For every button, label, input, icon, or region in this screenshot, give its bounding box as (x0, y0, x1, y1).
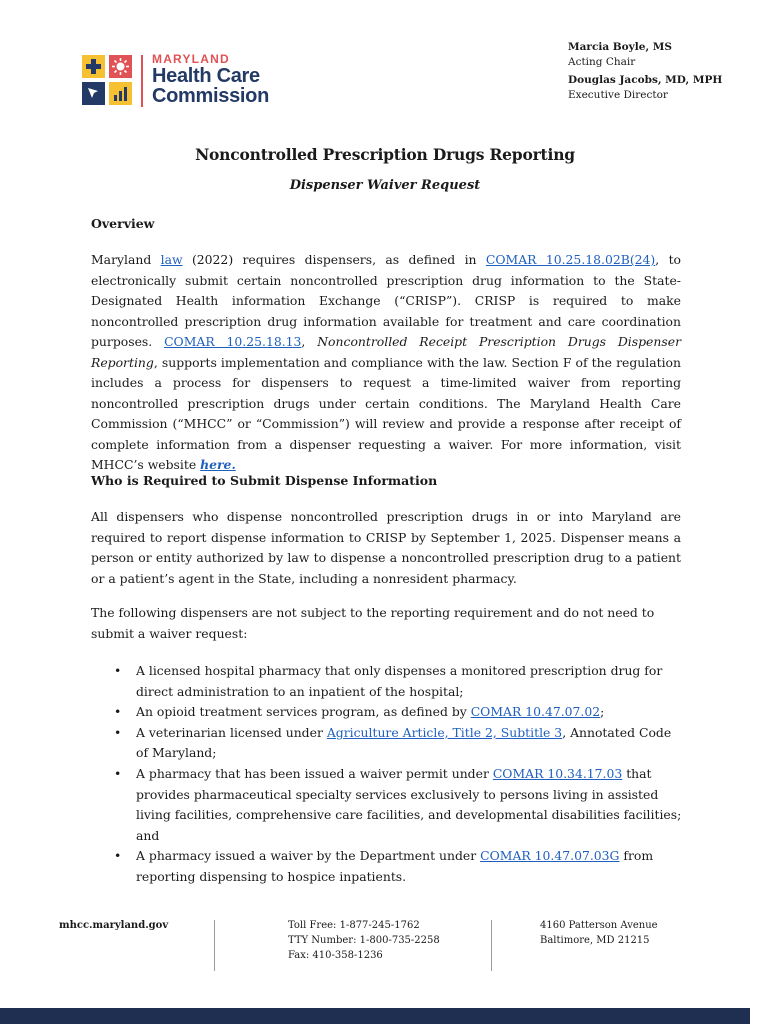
officers-block (568, 40, 722, 103)
address-line: 4160 Patterson Avenue (540, 920, 658, 931)
medical-cross-icon (82, 55, 105, 78)
logo-line-maryland: MARYLAND (152, 52, 230, 66)
map-pin-icon (82, 82, 105, 105)
footer-divider (491, 920, 492, 971)
list-item: • A licensed hospital pharmacy that only dispenses a monitored prescription drug for direct administration to an inpatient of the hospital; (114, 663, 663, 699)
mhcc-website-link[interactable]: here. (200, 457, 236, 472)
logo-divider (141, 55, 143, 107)
fax-number: Fax: 410-358-1236 (288, 950, 383, 961)
document-title: Noncontrolled Prescription Drugs Reporting (195, 145, 575, 164)
footer-website[interactable]: mhcc.maryland.gov (59, 920, 169, 931)
agriculture-article-link[interactable]: Agriculture Article, Title 2, Subtitle 3 (326, 724, 563, 740)
toll-free-number: Toll Free: 1-877-245-1762 (288, 920, 420, 931)
law-link[interactable]: law (160, 252, 183, 267)
exemptions-list (112, 661, 687, 888)
list-item: • A pharmacy that has been issued a waiver permit under COMAR 10.34.17.03 that provides pharmaceutical specialty services exclusively to persons living in assisted living facilities, comprehensive care facilities, and developmental disabilities facilities; and (114, 765, 682, 843)
logo-line-commission: Commission (152, 85, 270, 107)
comar-10-25-18-13-link[interactable]: COMAR 10.25.18.13 (164, 334, 302, 349)
bottom-bar (0, 1008, 750, 1024)
officer-title: Acting Chair (568, 56, 636, 68)
officer-name: Marcia Boyle, MS (568, 41, 672, 53)
list-item: • A veterinarian licensed under Agriculture Article, Title 2, Subtitle 3, Annotated Code of Maryland; (114, 724, 672, 761)
comar-10-34-17-03-link[interactable]: COMAR 10.34.17.03 (492, 765, 623, 781)
overview-paragraph: Maryland law (2022) requires dispensers, as defined in COMAR 10.25.18.02B(24), to electronically submit certain noncontrolled prescription drug information to the State-Designated Health information Exchange (“CRISP”). CRISP is required to make noncontrolled prescription drug information available for treatment and care coordination purposes. COMAR 10.25.18.13, Noncontrolled Receipt Prescription Drugs Dispenser Reporting, supports implementation and compliance with the law. Section F of the regulation includes a process for dispensers to request a time-limited waiver from reporting noncontrolled prescription drugs under certain conditions. The Maryland Health Care Commission (“MHCC” or “Commission”) will review and provide a response after receipt of complete information from a dispenser requesting a waiver. For more information, visit MHCC’s website here. (91, 252, 682, 472)
overview-heading: Overview (91, 216, 155, 231)
logo-wordmark (152, 53, 269, 106)
mhcc-logo (82, 52, 282, 112)
comar-10-25-18-02b-link[interactable]: COMAR 10.25.18.02B(24) (485, 252, 656, 267)
footer-address (540, 918, 658, 948)
burst-icon (109, 55, 132, 78)
comar-10-47-07-02-link[interactable]: COMAR 10.47.07.02 (470, 704, 601, 720)
exemptions-intro-paragraph: The following dispensers are not subject to the reporting requirement and do not need to submit a waiver request: (91, 605, 655, 641)
list-item: • An opioid treatment services program, as defined by COMAR 10.47.07.02; (114, 704, 605, 720)
address-line: Baltimore, MD 21215 (540, 935, 650, 946)
officer-name: Douglas Jacobs, MD, MPH (568, 74, 723, 86)
who-required-paragraph: All dispensers who dispense noncontrolled prescription drugs in or into Maryland are required to report dispense information to CRISP by September 1, 2025. Dispenser means a person or entity authorized by law to dispense a noncontrolled prescription drug to a patient or a patient’s agent in the State, including a nonresident pharmacy. (91, 509, 681, 586)
list-item: • A pharmacy issued a waiver by the Department under COMAR 10.47.07.03G from reporting dispensing to hospice inpatients. (114, 848, 654, 884)
tty-number: TTY Number: 1-800-735-2258 (288, 935, 440, 946)
officer-title: Executive Director (568, 89, 668, 101)
comar-10-47-07-03g-link[interactable]: COMAR 10.47.07.03G (480, 848, 620, 864)
footer-divider (214, 920, 215, 971)
document-subtitle: Dispenser Waiver Request (289, 178, 481, 193)
bar-chart-icon (109, 82, 132, 105)
footer-contact (288, 918, 440, 963)
logo-line-health-care: Health Care (152, 65, 260, 87)
who-required-heading: Who is Required to Submit Dispense Information (91, 473, 438, 488)
